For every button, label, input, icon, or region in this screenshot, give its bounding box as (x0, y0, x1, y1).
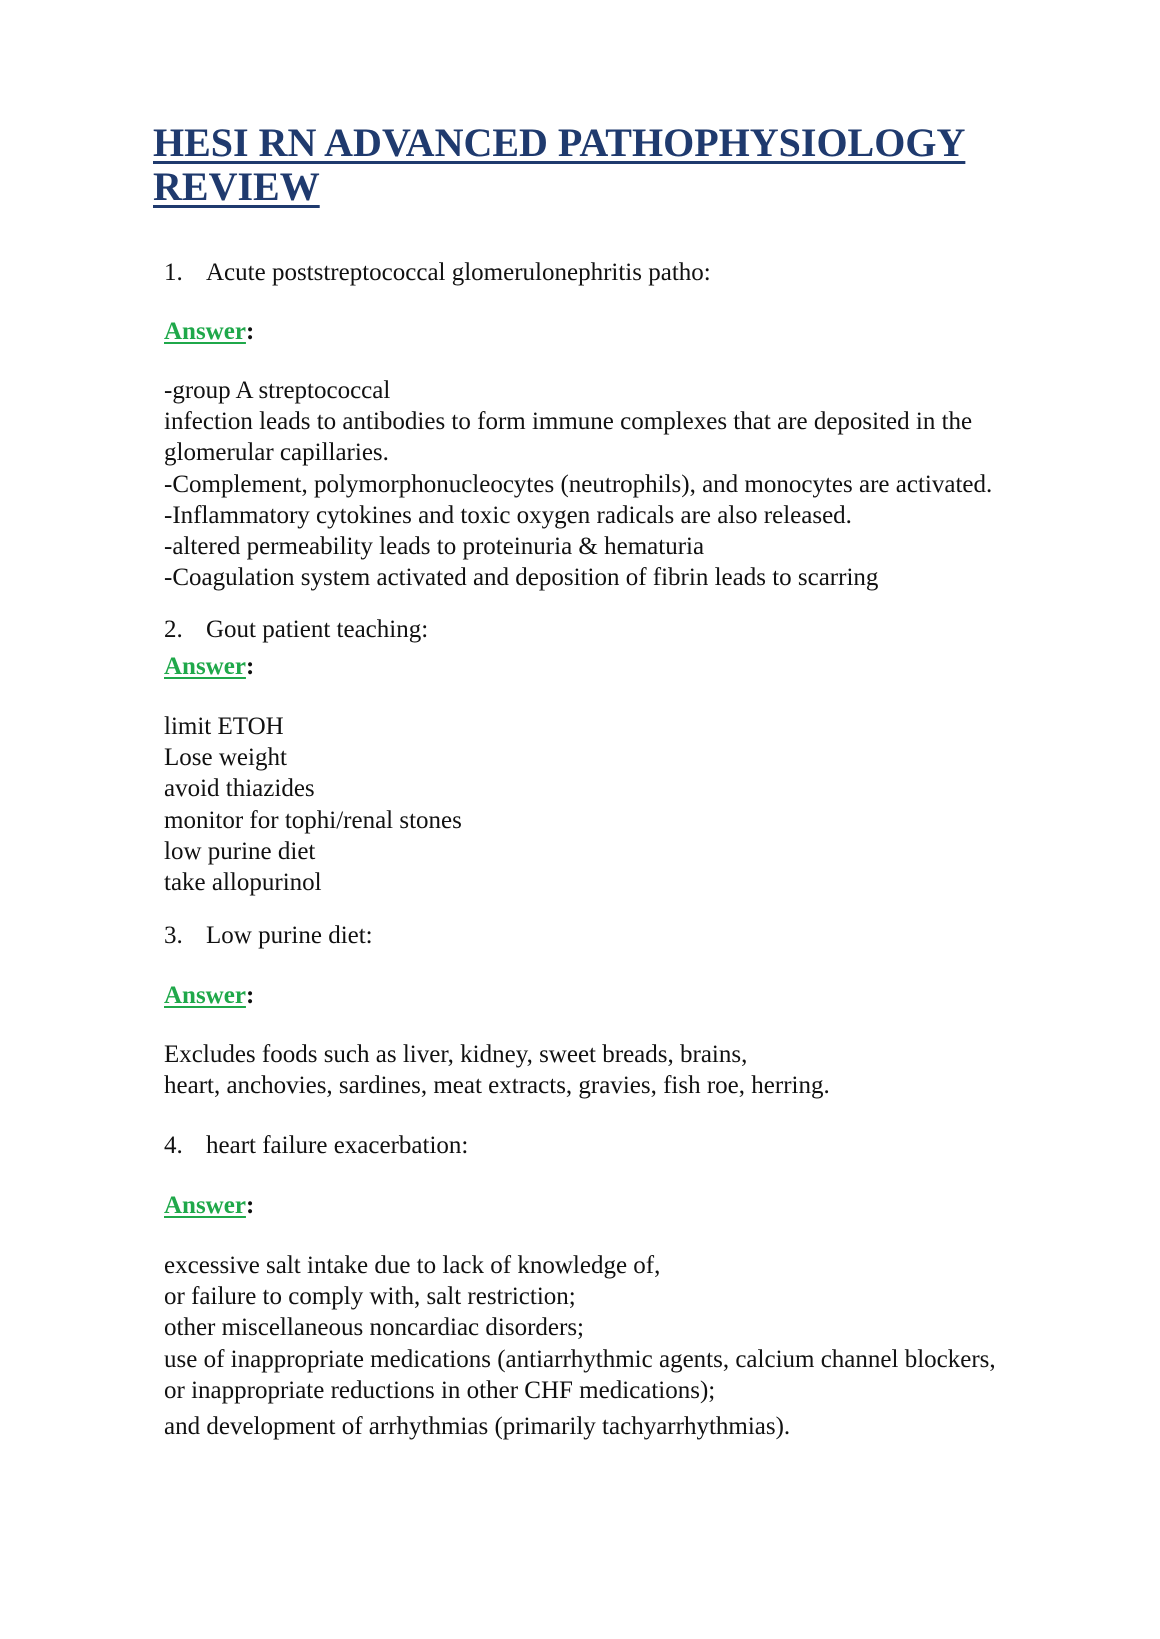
question-text: Gout patient teaching: (206, 616, 429, 643)
answer-line: use of inappropriate medications (antiarrhythmic agents, calcium channel blockers, (164, 1345, 996, 1373)
answer-line: monitor for tophi/renal stones (164, 806, 462, 834)
answer-body-4 (164, 1250, 996, 1442)
answer-line: heart, anchovies, sardines, meat extracts, gravies, fish roe, herring. (164, 1072, 830, 1100)
answer-line: infection leads to antibodies to form immune complexes that are deposited in the (164, 408, 973, 436)
answer-line: excessive salt intake due to lack of knowledge of, (164, 1252, 661, 1279)
answer-line: limit ETOH (164, 713, 284, 740)
question-2 (164, 614, 428, 645)
answer-line: Lose weight (164, 744, 287, 772)
answer-line: or failure to comply with, salt restriction; (164, 1283, 576, 1311)
answer-line: glomerular capillaries. (164, 439, 389, 467)
answer-line: low purine diet (164, 837, 316, 865)
question-number: 2. (164, 616, 183, 643)
question-text: heart failure exacerbation: (206, 1132, 469, 1159)
answer-line: -group A streptococcal (164, 377, 391, 404)
answer-line: avoid thiazides (164, 775, 315, 803)
answer-label-1: Answer: (164, 318, 255, 345)
question-text: Acute poststreptococcal glomerulonephritis patho: (206, 259, 711, 286)
answer-label-2: Answer: (164, 653, 255, 680)
answer-body-2 (164, 711, 462, 898)
question-number: 4. (164, 1132, 183, 1159)
question-text: Low purine diet: (206, 922, 373, 949)
answer-label-3: Answer: (164, 982, 255, 1009)
question-3 (164, 920, 373, 951)
answer-line: and development of arrhythmias (primarily tachyarrhythmias). (164, 1413, 791, 1441)
answer-body-1 (164, 375, 992, 593)
question-number: 1. (164, 259, 183, 286)
answer-line: -Coagulation system activated and deposition of fibrin leads to scarring (164, 564, 879, 592)
answer-label-4: Answer: (164, 1192, 255, 1219)
answer-line: other miscellaneous noncardiac disorders; (164, 1314, 584, 1342)
question-number: 3. (164, 922, 183, 949)
answer-line: or inappropriate reductions in other CHF medications); (164, 1376, 716, 1404)
answer-line: take allopurinol (164, 869, 322, 897)
answer-line: -Complement, polymorphonucleocytes (neutrophils), and monocytes are activated. (164, 470, 993, 498)
page-title: HESI RN ADVANCED PATHOPHYSIOLOGY REVIEW (153, 120, 966, 209)
question-4 (164, 1130, 468, 1161)
answer-body-3 (164, 1039, 830, 1101)
answer-line: -altered permeability leads to proteinuria & hematuria (164, 533, 705, 561)
question-1 (164, 257, 711, 288)
answer-line: Excludes foods such as liver, kidney, sweet breads, brains, (164, 1041, 748, 1068)
answer-line: -Inflammatory cytokines and toxic oxygen radicals are also released. (164, 501, 852, 529)
